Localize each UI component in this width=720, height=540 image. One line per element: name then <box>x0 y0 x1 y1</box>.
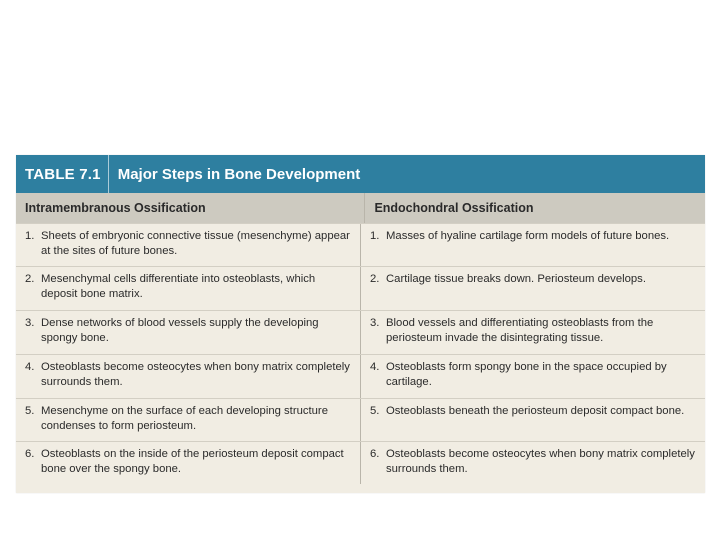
right-cell <box>360 311 705 354</box>
step-text: Blood vessels and differentiating osteoblasts from the periosteum invade the disintegrating tissue. <box>386 317 654 344</box>
left-cell <box>16 224 360 266</box>
table-row <box>16 398 705 441</box>
step-number: 6. <box>25 448 35 460</box>
step-number: 3. <box>370 317 380 329</box>
right-cell <box>360 267 705 310</box>
right-cell <box>360 224 705 266</box>
step-number: 4. <box>370 361 380 373</box>
left-cell <box>16 442 360 484</box>
left-cell <box>16 311 360 354</box>
step-text: Cartilage tissue breaks down. Periosteum develops. <box>386 273 646 285</box>
left-cell <box>16 355 360 398</box>
right-cell <box>360 399 705 441</box>
table-bottom-padding <box>16 484 705 493</box>
step-number: 2. <box>370 273 380 285</box>
step-number: 2. <box>25 273 35 285</box>
table-title: Major Steps in Bone Development <box>117 165 361 183</box>
step-number: 6. <box>370 448 380 460</box>
step-number: 3. <box>25 317 35 329</box>
table-title-bar <box>16 155 705 193</box>
step-text: Masses of hyaline cartilage form models of future bones. <box>386 230 670 242</box>
right-cell <box>360 442 705 484</box>
table-row <box>16 354 705 398</box>
step-text: Osteoblasts beneath the periosteum deposit compact bone. <box>386 405 685 417</box>
column-header-endochondral: Endochondral Ossification <box>364 193 705 223</box>
table-number: TABLE 7.1 <box>16 155 109 193</box>
step-text: Osteoblasts become osteocytes when bony matrix completely surrounds them. <box>386 448 695 475</box>
step-number: 5. <box>25 405 35 417</box>
left-cell <box>16 399 360 441</box>
step-text: Mesenchyme on the surface of each developing structure condenses to form periosteum. <box>41 405 328 432</box>
step-number: 5. <box>370 405 380 417</box>
step-number: 1. <box>370 230 380 242</box>
table-row <box>16 223 705 266</box>
table-header-row <box>16 193 705 223</box>
table-row <box>16 441 705 484</box>
step-text: Osteoblasts on the inside of the periosteum deposit compact bone over the spongy bone. <box>41 448 344 475</box>
right-cell <box>360 355 705 398</box>
table-row <box>16 310 705 354</box>
step-text: Sheets of embryonic connective tissue (mesenchyme) appear at the sites of future bones. <box>41 230 350 257</box>
step-text: Osteoblasts become osteocytes when bony matrix completely surrounds them. <box>41 361 350 388</box>
step-text: Mesenchymal cells differentiate into osteoblasts, which deposit bone matrix. <box>41 273 316 300</box>
table-row <box>16 266 705 310</box>
left-cell <box>16 267 360 310</box>
step-number: 4. <box>25 361 35 373</box>
step-text: Osteoblasts form spongy bone in the space occupied by cartilage. <box>386 361 667 388</box>
step-text: Dense networks of blood vessels supply the developing spongy bone. <box>41 317 319 344</box>
bone-development-table <box>16 155 705 493</box>
step-number: 1. <box>25 230 35 242</box>
column-header-intramembranous: Intramembranous Ossification <box>25 201 206 215</box>
